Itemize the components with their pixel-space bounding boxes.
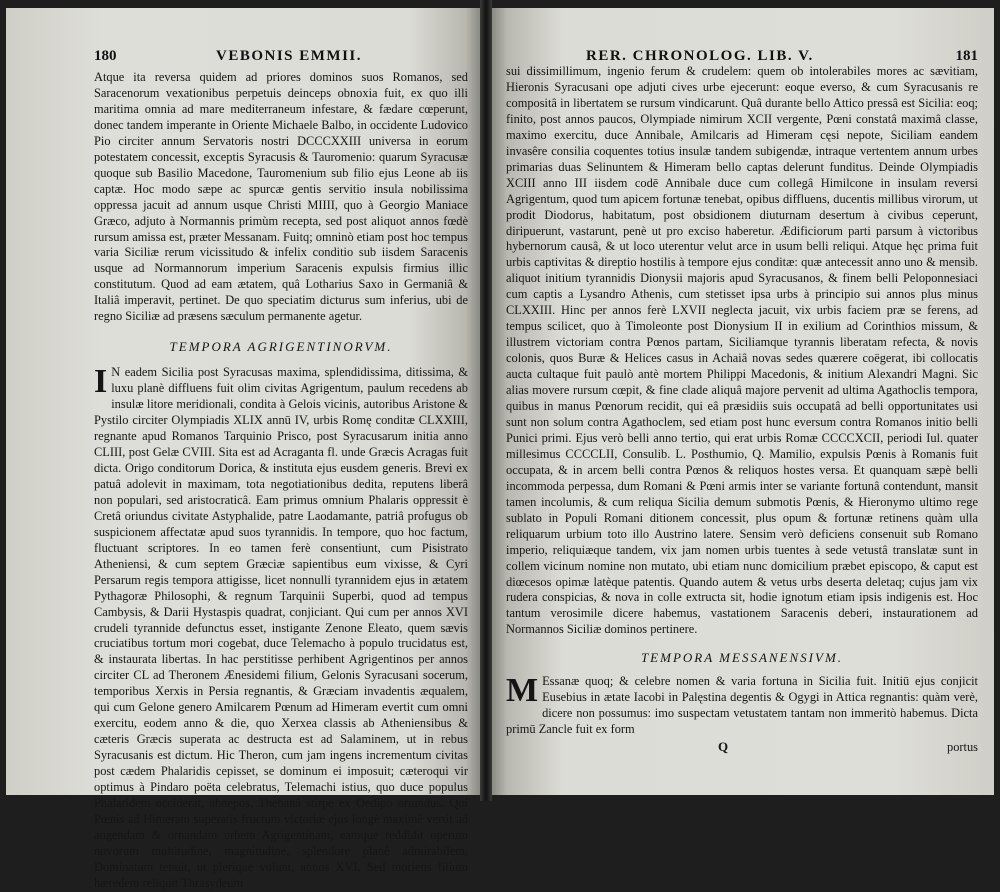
drop-cap-letter: M bbox=[506, 672, 539, 710]
page-number-left: 180 bbox=[94, 48, 117, 64]
left-paragraph-agrigentum bbox=[94, 365, 468, 891]
left-page bbox=[6, 8, 480, 890]
messana-text: Essanæ quoq; & celebre nomen & varia fortuna in Sicilia fuit. Initiū ejus conjicit Eusebius in ætate Iacobi in Palęstina degentis & Ogygi in Attica regnantis: quàm verè, dicere non possumus: imo suspectam vetustatem tantam non immeritò habemus. Dicta primū Zancle fuit ex form bbox=[506, 674, 978, 737]
right-paragraph-messana bbox=[506, 674, 978, 738]
drop-cap-letter: I bbox=[94, 363, 108, 401]
left-paragraph-sicily: Atque ita reversa quidem ad priores dominos suos Romanos, sed Saracenorum vexationibus perpetuis deinceps obnoxia fuit, ex quo illi maritima omnia ad mare mediterraneum infestare, & fædare cœperunt, donec tandem imperante in Oriente Michaele Balbo, in occidente Ludovico Pio circiter annum Servatoris nostri DCCCXXIII universa in eorum potestatem concessit, exceptis Syracusis & Tauromenio: quarum Syracusæ quoque sub Basilio Macedone, Tauromenium sub filio ejus Leone ab iis captæ. Hoc modo sæpe ac spurcæ gentis servitio insula nobilissima oppressa jacuit ad annum usque Christi MIIII, quo à Georgio Maniace Græco, adjuto à Normannis primùm recepta, sed post aliquot annos fœdè rursum amissa est, præter Messanam. Fuitq; omninò etiam post hoc tempus varia Siciliæ rerum vicissitudo & infelix conditio sub iisdem Saracenis usque ad Normannorum imperium Saracenis expulsis firmius illic constitutum. Quod ad eam ætatem, quâ Lotharius Saxo in Germaniâ & Italiâ imperavit, pertinet. De quo speciatim dicturus sum inferius, ubi de regno Siciliæ ad præsens sæculum permanente agetur. bbox=[94, 70, 468, 324]
agrigentum-text: N eadem Sicilia post Syracusas maxima, splendidissima, ditissima, & luxu planè diffluens fuit olim civitas Agrigentum, paulum recedens ab insulæ litore meridionali, condita à Gelois vicinis, autoribus Aristone & Pystilo circiter Olympiadis XLIX annū IV, urbis Romę conditæ CLXXIII, regnante apud Romanos Tarquinio Prisco, post Syracusarum initia anno CLIII, post Gelæ CVIII. Sita est ad Acraganta fl. unde Græcis Acragas fuit dicta. Origo conditorum Dorica, & instituta ejus eusdem generis. Brevi ex patuâ adolevit in maximam, tota negotiationibus dedita, reputens liberâ non populari, sed aristocraticâ. Eam primus omnium Phalaris oppressit è Cretâ oriundus civitate Astyphalide, patre Laodamante, patriâ profugus ob suspicionem affectatæ apud suos tyrannidis. In tempore, quo hoc factum, fluctuant scriptores. In eo tamen ferè consentiunt, cum Pisistrato Atheniensi, & cum septem Græciæ sapientibus eum vixisse, & Cyri Persarum regis tempora attigisse, licet nonnulli tyrannidem ejus in ætatem Pythagoræ Philosophi, & regnum Tarquinii Superbi, quod ad tempus Cambysis, & Darii Hystaspis quadrat, conjiciant. Qui cum per annos XVI crudeli tyrannide defunctus esset, instigante Zenone Eleato, quem sævis cruciatibus tortum mori cogebat, duce Telemacho à populo trucidatus est, & instaurata libertas. In hac perstitisse perhibent Agrigentinos per annos circiter CL ad Theronem Ænesidemi filium, Gelonis Syracusani socerum, temporibus Xerxis in Persia regnantis, & Græciam invadentis æqualem, qui cum Gelone genero Amilcarem Pœnum ad Himeram evertit cum omni exercitu, eodem anno & die, quo Xerxea classis ab Atheniensibus & cæteris Græcis superata ac destructa est ad Salaminem, ut in rebus Syracusanis est dictum. Hic Theron, cum jam ingens incrementum civitas post cædem Phalaridis cepisset, se dominum ei imposuit; cæteroqui vir optimus à Pindaro poëta celebratus, Telemachi istius, quo duce populus Phalaridem occiderat, abnepos, Thebanâ stirpe ex Oedipo oriundus. Qui Pœnis ad Himeram superatis fructum victoriæ ejus longè maximè vertit ad augendam & ornandam urbem Agrigentinam, eamque reddidit operum novorum multitudine, magnitudine, splendore planè admirabilem. Dominatum tenuit, ut plerique volunt, annos XVI. Sed moriens filium hæredem reliquit Thrasydeum bbox=[94, 365, 468, 890]
messana-block bbox=[506, 672, 978, 755]
right-text-block bbox=[506, 64, 978, 755]
running-head-left bbox=[94, 48, 468, 66]
page-number-right: 181 bbox=[955, 48, 978, 64]
right-page bbox=[492, 8, 994, 795]
running-title-left: VEBONIS EMMII. bbox=[216, 48, 363, 64]
book-gutter bbox=[480, 0, 492, 801]
section-title-messana: TEMPORA MESSANENSIVM. bbox=[640, 650, 844, 666]
catchword: portus bbox=[947, 740, 978, 755]
right-paragraph-agrigentum: sui dissimillimum, ingenio ferum & crudelem: quem ob intolerabiles mores ac sævitiam, Hieronis Syracusani ope adjuti cives urbe ejecerunt: eoque everso, & cum Syracusanis re compositâ in libertatem se rursum vindicarunt. Quâ durante bello Attico pressâ est Sicilia: eoq; finito, post annos paucos, Olympiade nimirum XCII vergente, Pœni constatâ maximâ classe, maximo exercitu, duce Annibale, Amilcaris ad Himeram cęsi nepote, Siciliam eandem invasêre consilia coquentes totius insulæ tandem subigendæ, intraque vertentem annum urbes primarias duas Selinuntem & Himeram bello captas delerunt funditus. Deinde Olympiadis XCIII anno III iisdem codē Annibale duce cum collegâ Himilcone in insulam reversi Agrigentum, quod tum apicem fortunæ tenebat, opibus diffluens, ducentis millibus virorum, ut prodit Diodorus, habitatum, post obsidionem diuturnam desertum à civibus ceperunt, diripuerunt, vastarunt, penè ut pro exciso haberetur. Ædificiorum parti parsum à victoribus hybernorum causâ, & ut loco uterentur velut arce in usum belli reliqui. Atque hęc prima fuit urbis captivitas & direptio hostilis à tempore ejus conditæ: quæ antecessit anno uno & mensib. aliquot initium tyrannidis Dionysii majoris apud Syracusanos, & finem belli Peloponnesiaci cum captis a Lysandro Athenis, cum stetisset ipsa urbs à principio sui annos plus minus CLXXIII. Hinc per annos ferè LXVII neglecta jacuit, vix urbis faciem præ se ferens, ad tempus scilicet, quo à Timoleonte post Dionysium II in exilium ad Corinthios missum, & illustrem victoriam contra Pœnos partam, Siciliamque tyrannis liberatam refecta, & novis colonis, quos Buræ & Helices casus in Achaiâ novas sedes quærere coëgerat, ibi collocatis aucta cultaque fuit paulò antè mortem Philippi Macedonis, & initium Alexandri Magni. Sic alias movere rursum cœpit, & fine clade aliquâ majore pervenit ad ultima Agathoclis tempora, quibus in manus Pœnorum recidit, qui eâ præsidiis suis occupatâ ad belli opportunitates usi sunt non solum contra Agathoclem, sed etiam post hunc eversum contra Romanos initio belli Punici primi. Ejus verò belli anno tertio, qui erat urbis Romæ CCCCXCII, periodi Iul. quater millesimus CCCCLII, Consulib. L. Posthumio, Q. Mamilio, expulsis Pœnis à Romanis fuit occupata, & in arcem belli contra Pœnos & reliquos hostes versa. Et quanquam sæpè belli incommoda perpessa, dum Romani & Pœni armis inter se variante fortunâ contendunt, mansit tamen incolumis, & cum reliqua Sicilia demum submotis Pœnis, & Hieronymo ultimo rege sublato in Populi Romani ditionem concessit, plus opum & fortunæ retinens quàm ulla reliquarum urbium toto illo Austrino latere. Sensim verò deficiens consenuit sub Romano imperio, reliquiæque tandem, vix jam nomen urbis tuentes à sede vetustâ translatæ sunt in collem vicinum nomine non mutato, ubi etiam nunc domicilium præbet episcopo, & caput est diœcesos opimæ latèque patentis. Quando autem & vetus urbs deserta deletaq; cujus jam vix rudera conspicias, & nova in colle extructa sit, hodie ignotum etiam ipsis indigenis est. Hoc tantum verosimile dicere habemus, vastationem Saracenis deberi, instaurationem ad Normannos Siciliæ dominos pertinere. bbox=[506, 64, 978, 637]
signature-mark: Q bbox=[718, 739, 729, 755]
section-title-agrigentum: TEMPORA AGRIGENTINORVM. bbox=[169, 339, 393, 355]
left-text-block bbox=[94, 70, 468, 892]
running-title-right: RER. CHRONOLOG. LIB. V. bbox=[586, 48, 814, 64]
